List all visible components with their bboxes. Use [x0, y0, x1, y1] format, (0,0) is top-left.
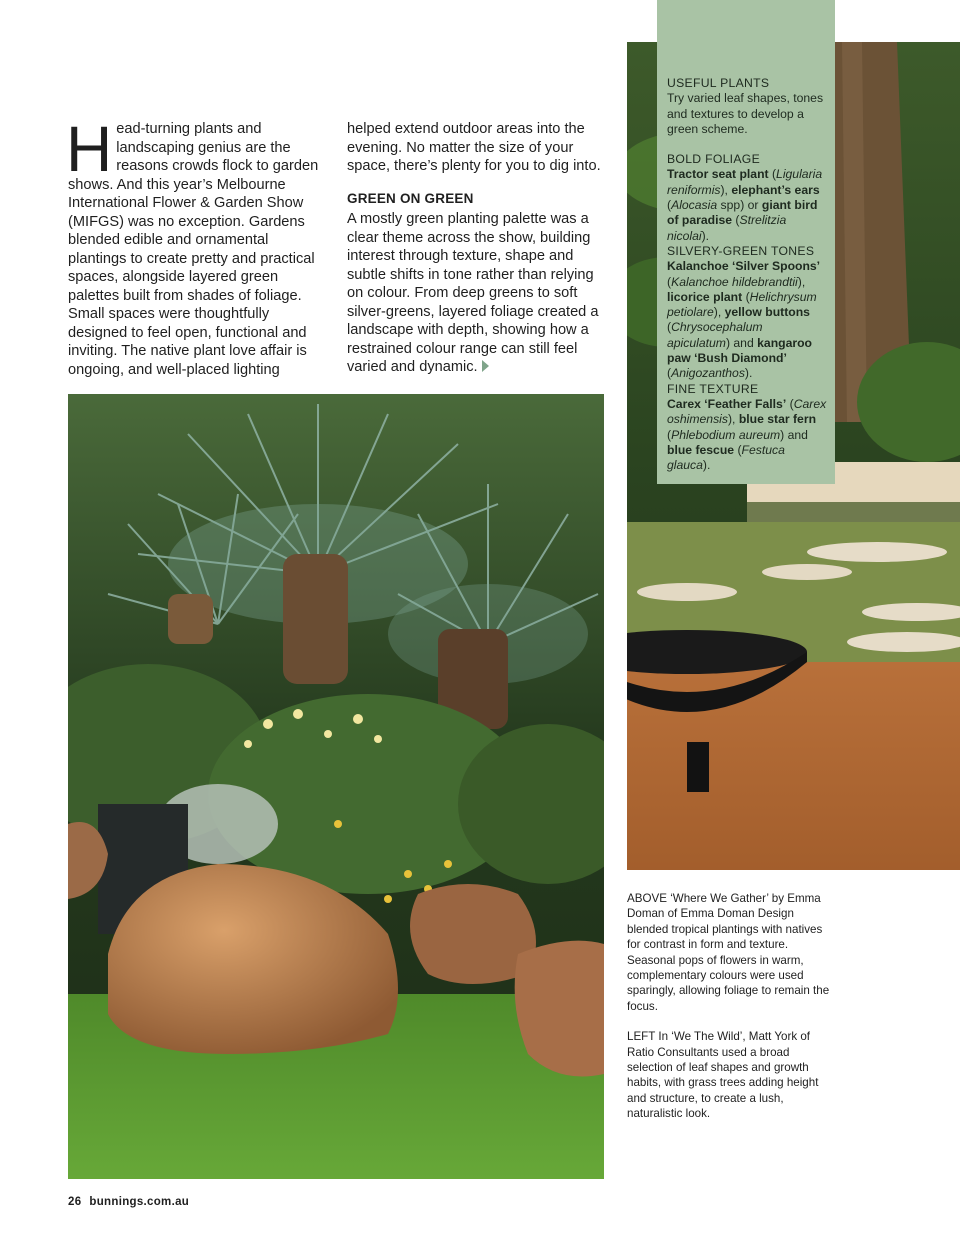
caption-left	[627, 1029, 837, 1121]
intro-paragraph	[66, 113, 324, 379]
page-number: 26	[68, 1196, 82, 1208]
page-footer	[68, 1196, 189, 1208]
useful-plants-box	[657, 0, 835, 484]
caption-above-text: ‘Where We Gather’ by Emma Doman of Emma Doman Design blended tropical plantings with natives for contrast in form and texture. Seasonal pops of flowers in warm, complementary colours were used sparingly, allowing foliage to remain the focus.	[627, 892, 830, 1013]
green-on-green-text: A mostly green planting palette was a clear theme across the show, building interest through texture, shape and subtle shifts in tone rather than relying on colour. From deep greens to soft silver-greens, layered foliage created a landscape with depth, showing how a restrained colour range can still feel varied and dynamic.	[347, 211, 599, 375]
bold-foliage-heading: BOLD FOLIAGE	[667, 152, 761, 167]
useful-plants-heading: USEFUL PLANTS	[667, 76, 770, 90]
caption-left-label: LEFT	[627, 1030, 656, 1044]
photo-we-the-wild	[68, 394, 604, 1179]
section-subhead: GREEN ON GREEN	[347, 190, 474, 206]
footer-url[interactable]: bunnings.com.au	[89, 1196, 190, 1208]
fine-texture-list: Carex ‘Feather Falls’ (Carex oshimensis), blue star fern (Phlebodium aureum) and blue fescue (Festuca glauca).	[667, 396, 827, 473]
caption-left-text: In ‘We The Wild’, Matt York of Ratio Consultants used a broad selection of leaf shapes and growth habits, with grass trees adding height and structure, to create a lush, naturalistic look.	[627, 1030, 819, 1121]
silvery-green-heading: SILVERY-GREEN TONES	[667, 243, 815, 258]
bold-foliage-list: Tractor seat plant (Ligularia reniformis), elephant’s ears (Alocasia spp) or giant bird of paradise (Strelitzia nicolai).	[667, 167, 823, 243]
caption-above	[627, 891, 837, 1014]
intro-text: ead-turning plants and landscaping genius are the reasons crowds flock to garden shows. And this year’s Melbourne International Flower & Garden Show (MIFGS) was no exception. Gardens blended edible and ornamental plantings to create pretty and practical spaces, alongside layered green palettes built from shades of foliage. Small spaces were thoughtfully designed to feel open, functional and inviting. The native plant love affair is ongoing, and well-placed lighting	[68, 121, 319, 378]
silvery-green-list: Kalanchoe ‘Silver Spoons’ (Kalanchoe hildebrandtii), licorice plant (Helichrysum petiolare), yellow buttons (Chrysocephalum apiculatum) and kangaroo paw ‘Bush Diamond’ (Anigozanthos).	[667, 259, 821, 381]
article-column-2	[347, 120, 605, 377]
photo-captions	[627, 891, 837, 1137]
green-on-green-paragraph	[347, 210, 605, 377]
drop-cap: H	[66, 113, 113, 185]
useful-plants-intro: Try varied leaf shapes, tones and textures to develop a green scheme.	[667, 91, 824, 136]
fine-texture-heading: FINE TEXTURE	[667, 381, 759, 396]
continued-paragraph: helped extend outdoor areas into the evening. No matter the size of your space, there’s plenty for you to dig into.	[347, 121, 601, 174]
article-column-1	[66, 113, 324, 379]
caption-above-label: ABOVE	[627, 892, 667, 905]
end-arrow-icon	[482, 360, 489, 372]
